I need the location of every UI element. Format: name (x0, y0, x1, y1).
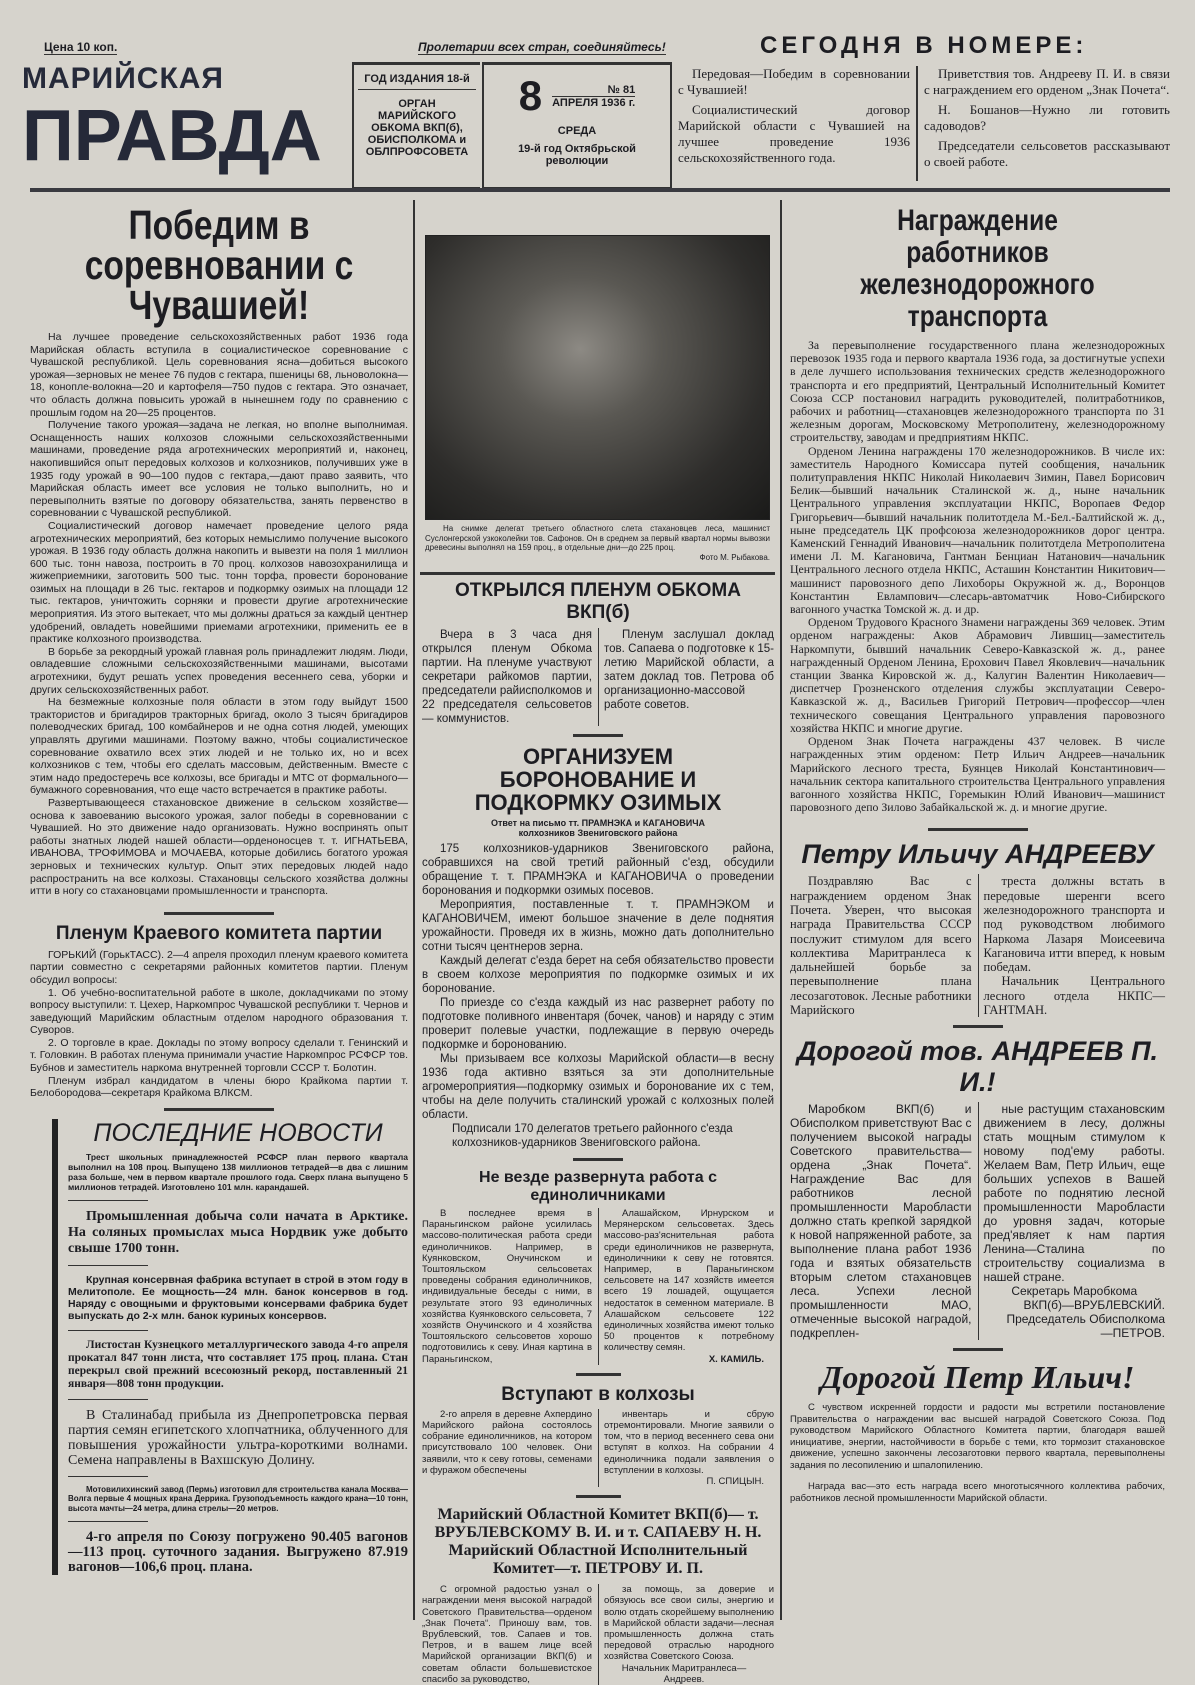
paragraph: С чувством искренней гордости и радости мы встретили постановление Правительства о награждении вас высшей наградой Советского Союза. Под руководством Марийского Областного Комитета партии, благодаря вашей инициативе, энергии, настойчивости в борьбе с теми, кто тормозит стахановское движение, успешно закончены лесозаготовки первого квартала, перевыполнены задания по лесопилению и шпалопилению. (790, 1402, 1165, 1471)
paragraph: ные растущим стахановским движением в лесу, должны стать мощным стимулом к новому под'ему работы. Желаем Вам, Петр Ильич, еще больших успехов в Вашей работе по поднятию лесной промышленности Маробласти до уровня задач, которые пред'являет к нам партия Ленина—Сталина по строительству социализма в нашей стране. (983, 1102, 1165, 1285)
paragraph: Награда вас—это есть награда всего многотысячного коллектива рабочих, работников лесной промышленности Марийской области. (790, 1481, 1165, 1504)
organ-line: МАРИЙСКОГО (377, 110, 457, 122)
today-item[interactable]: Передовая—Победим в соревновании с Чувашией! (678, 66, 910, 97)
signature: Подписали 170 делегатов третьего районного с'езда колхозников-ударников Звениговского района. (452, 1123, 733, 1149)
month-year: АПРЕЛЯ 1936 г. (552, 96, 636, 109)
signature: П. СПИЦЫН. (706, 1476, 764, 1488)
caption-text: На снимке делегат третьего областного слета стахановцев леса, машинист Суслонгерской узкоколейки тов. Сафонов. Он в среднем за первый квартал нормы вывозки древесины выполнял на 159 проц., в отдельные дни—до 225 проц. (425, 524, 770, 552)
edinolichniki-title: Не везде развернута работа с единоличниками (479, 1169, 717, 1204)
plenum-krai-title: Пленум Краевого комитета партии (55, 922, 383, 944)
signature: Х. КАМИЛЬ. (708, 1353, 764, 1365)
news-item: Промышленная добыча соли начата в Арктике. На соляных промыслах мыса Нордвик уже добыто свыше 1700 тонн. (68, 1208, 408, 1256)
paragraph: Пленум избрал кандидатом в члены бюро Крайкома партии т. Белобородова—секретаря Крайкома ВЛКСМ. (30, 1074, 408, 1100)
paragraph: ГОРЬКИЙ (ГорькТАСС). 2—4 апреля проходил пленум краевого комитета партии совместно с секретарями районных комитетов партии. Пленум обсудил вопросы: (30, 948, 408, 986)
paragraph: Орденом Трудового Красного Знамени награждены 369 человек. Этим орденом награждены: Аков Абрамович Лившиц—заместитель Наркомпути, бывший начальник Северо-Кавказской ж. д., ранее награжденный Орденом Ленина, Ерохович Павел Яковлевич—начальник станции Званка Кировской ж. д., Калугин Валентин Николаевич—диспетчер Грозненского отделения службы эксплуатации Северо-Кавказской ж. д., Васильев Григорий Петрович—профессор—член технического совещания Центрального управления паровозного хозяйства НКПС и многие другие. (790, 615, 1165, 735)
paragraph: за помощь, за доверие и обязуюсь все свои силы, энергию и волю отдать скорейшему выполнению в Марийской области задачи—лесная промышленность должна стать передовой отраслью народного хозяйства Советского Союза. (604, 1584, 774, 1663)
lead-paragraph: Социалистический договор намечает проведение целого ряда агротехнических мероприятий, без которых немыслимо получение высокого урожая. В 1936 году область должна накопить и вывезти на поля 1 миллион 600 тыс. тонн навоза, построить в 70 проц. колхозов навозохранилища и жижеприемники, заготовить 500 тыс. тонн торфа, провести боронование озимых на площади в 26 тыс. гектаров и подкормку озимых на площади 12 тыс. гектаров, уничтожить сорняки и провести другие агротехнические мероприятия. Из этого вытекает, что мы должны драться за каждый центнер удобрений, овладеть новейшими приемами агротехники, применить ее в практике колхозного производства. (30, 519, 408, 646)
lead-title: Победим в соревновании с Чувашией! (84, 202, 354, 328)
organ-line: ОБКОМА ВКП(б), (371, 122, 463, 134)
logo-main: ПРАВДА (22, 96, 322, 176)
signatures (984, 1284, 1166, 1340)
paragraph: Вчера в 3 часа дня открылся пленум Обкома партии. На пленуме участвуют секретари райкомов партии, председатели райисполкомов и 22 председателя сельсоветов — коммунистов. (422, 629, 592, 725)
news-item: Листостан Кузнецкого металлургического завода 4-го апреля прокатал 847 тонн листа, что составляет 175 проц. плана. Стан перекрыл свой прежний всесоюзный рекорд, поставленный 21 января—808 тонн продукции. (68, 1338, 408, 1390)
signature: Начальник Маритранлеса— Андреев. (621, 1662, 747, 1685)
photo-caption (425, 524, 770, 562)
today-title: СЕГОДНЯ В НОМЕРЕ: (760, 32, 1088, 59)
lead-article (30, 202, 408, 1576)
issue-number: № 81 (552, 84, 635, 97)
photo-credit: Фото М. Рыбакова. (699, 552, 770, 562)
plenum-obkom-title: ОТКРЫЛСЯ ПЛЕНУМ ОБКОМА ВКП(б) (455, 580, 741, 623)
paragraph: Пленум заслушал доклад тов. Сапаева о подготовке к 15-летию Марийской области, а затем доклад тов. Петрова об организационно-массовой работе советов. (604, 629, 774, 711)
weekday: СРЕДА (557, 125, 597, 137)
paragraph: Мероприятия, поставленные т. т. ПРАМНЭКОМ и КАГАНОВИЧЕМ, имеют большое значение в деле поднятия урожайности. Проведя их в жизнь, можно дать дополнительно сотни тысяч центнеров зерна. (422, 899, 774, 953)
latest-news-box (52, 1119, 408, 1576)
date-box (482, 62, 672, 190)
column-divider (780, 200, 782, 1620)
masthead-rule (30, 188, 1170, 192)
signature-line: Председатель Обисполкома (1006, 1312, 1165, 1327)
today-item[interactable]: Приветствия тов. Андрееву П. И. в связи с награждением его орденом „Знак Почета“. (924, 66, 1170, 97)
reply-title: Марийский Областной Комитет ВКП(б)— т. ВРУБЛЕВСКОМУ В. И. и т. САПАЕВУ Н. Н. Марийский Областной Исполнительный Комитет—т. ПЕТРОВУ И. П. (434, 1506, 762, 1578)
today-left (678, 66, 910, 170)
latest-news-title: ПОСЛЕДНИЕ НОВОСТИ (93, 1118, 383, 1147)
lead-paragraph: В борьбе за рекордный урожай главная роль принадлежит людям. Люди, овладевшие сложными сельскохозяйственными машинами, высотами агротехники, будут решать успех проведения весеннего сева, уборки и других сельскохозяйственных работ. (30, 645, 408, 696)
paragraph: 175 колхозников-ударников Звениговского района, собравшихся на свой третий районный с'езд, обсудили обращение т. т. ПРАМНЭКА и КАГАНОВИЧА о проведении боронования и подкормки озимых посевов. (422, 843, 774, 897)
organ-line: ОРГАН (398, 98, 436, 110)
lead-paragraph: Развертывающееся стахановское движение в сельском хозяйстве—основа к завоеванию высокого урожая, залог победы в соревновании с Чувашией. Но это движение надо организовать. Нужно воспринять опыт работы знатных людей нашей области—орденоносцев т. т. ИГНАТЬЕВА, ИВАНОВА, ТРОФИМОВА и МОЧАЕВА, которые добились богатого урожая зерновых и технических культур. Опыт этих передовых людей надо распространить на все колхозы. Стахановцы сельского хозяйства должны итти в ногу со стахановцами промышленности и транспорта. (30, 796, 408, 898)
middle-column (422, 580, 774, 1685)
paragraph: Алашайском, Ирнурском и Мерянерском сельсоветах. Здесь массово-раз'яснительная работа среди единоличников не развернута, единоличники к севу не готовятся. Например, в Параньгинском сельсовете на 147 хозяйств имеется всего 19 лошадей, ощущается недостаток в семенном материале. В Алашайском сельсовете 122 единоличных хозяйства имеют только 50 процентов к потребному количеству семян. (604, 1208, 774, 1354)
organ-line: ОБЛПРОФСОВЕТА (365, 146, 469, 158)
organ-box (352, 62, 480, 190)
paragraph: треста должны встать в передовые шеренги всего железнодорожного транспорта и под руководством любимого Наркома Лазаря Моисеевича Кагановича итти вперед, к новым победам. (983, 874, 1165, 975)
signature: Начальник Центрального лесного отдела НКПС—ГАНТМАН. (983, 974, 1165, 1017)
organ-line: ОБИСПОЛКОМА и (367, 134, 467, 146)
paragraph: 2-го апреля в деревне Ахпердино Марийского района состоялось собрание единоличников, на котором присутствовало 100 человек. Они заявили, что к севу готовы, семенами и фуражом обеспечены (422, 1408, 592, 1476)
paragraph: По приезде со с'езда каждый из нас развернет работу по подготовке поливного инвентаря (бочек, чанов) и наряду с этим проверит полевые участки, подлежащие в первую очередь подкормке и боронованию. (422, 997, 774, 1051)
paragraph: Каждый делегат с'езда берет на себя обязательство провести в своем колхозе мероприятия по подкормке озимых и их боронование. (422, 955, 774, 995)
logo-top: МАРИЙСКАЯ (22, 62, 224, 95)
slogan: Пролетарии всех стран, соединяйтесь! (418, 40, 666, 54)
paragraph: С огромной радостью узнал о награждении меня высокой наградой Советского Правительства—орденом „Знак Почета“. Приношу вам, тов. Врублевский, тов. Сапаев и тов. Петров, и в вашем лице всей Марийской организации ВКП(б) и советам области большевистское спасибо за руководство, (422, 1584, 592, 1685)
today-item[interactable]: Н. Бошанов—Нужно ли готовить садоводов? (924, 102, 1170, 133)
paragraph: Орденом Знак Почета награждены 437 человек. В числе награжденных этим орденом: Петр Ильич Андреев—начальник Марийского лесного треста, Буянцев Николай Константинович—начальник сектора капитального строительства Центрального управления вагонного хозяйства НКПС, Горемыкин Юлий Иванович—машинист паровозного депо Зилово Забайкальской ж. д. и многие другие. (790, 734, 1165, 815)
paragraph: инвентарь и сбрую отремонтировали. Многие заявили о том, что в период весеннего сева они вступят в колхоз. На собрании 4 единоличника подали заявления о вступлении в колхозы. (604, 1408, 774, 1476)
today-item[interactable]: Председатели сельсоветов рассказывают о своей работе. (924, 138, 1170, 169)
news-item: 4-го апреля по Союзу погружено 90.405 вагонов—113 проц. суточного задания. Выгружено 87.919 вагонов—106,6 проц. плана. (68, 1529, 408, 1576)
kolkhozy-title: Вступают в колхозы (501, 1383, 695, 1405)
signature-line: Секретарь Маробкома (1011, 1284, 1138, 1299)
signature-line: —ПЕТРОВ. (1100, 1326, 1165, 1341)
right-column (790, 205, 1165, 1504)
signature-line: ВКП(б)—ВРУБЛЕВСКИЙ. (1023, 1298, 1165, 1313)
news-item: Мотовилихинский завод (Пермь) изготовил для строительства канала Москва—Волга первые 4 мощных крана Деррика. Грузоподъемность каждого крана—10 тонн, высота мачты—24 метра, длина стрелы—20 метров. (68, 1484, 408, 1513)
logo (22, 62, 347, 176)
dorogoi-tov-title: Дорогой тов. АНДРЕЕВ П. И.! (796, 1036, 1159, 1098)
paragraph: Орденом Ленина награждены 170 железнодорожников. В числе их: заместитель Народного Комиссара путей сообщения, начальник политуправления НКПС Николай Николаевич Зимин, Павел Борисович Белик—бывший начальник Сталинской ж. д., ныне начальник Центрального управления эксплуатации НКПС, Воропаев Федор Григорьевич—бывший начальник политотдела М.-Бел.-Балтийской ж. д., ныне председатель ЦК профсоюза железнодорожников дорог центра. Каменский Геннадий Иванович—начальник политотдела Метрополитена имени Л. М. Кагановича, Гантман Бенциан Натанович—начальник Центрального лесного отдела НКПС, Асташин Константин Никитович—машинист паровозного депо Лихоборы Окружной ж. д., Воронцов Константин Евлампович—слесарь-автоматчик Ново-Сибирского вагонного участка Томской ж. д. и др. (790, 443, 1165, 617)
andreevu-title: Петру Ильичу АНДРЕЕВУ (801, 839, 1154, 870)
paragraph: За перевыполнение государственного плана железнодорожных перевозок 1935 года и первого квартала 1936 года, за достигнутые успехи в деле лучшего использования технических средств железнодорожного транспорта и его предприятий, Центральный Исполнительный Комитет Союза ССР постановил наградить руководителей, политработников, рабочих и работниц—стахановцев железнодорожного транспорта по 31 железным дорогам, Московскому Метрополитену, железнодорожному строительству, заводам и предприятиям НКПС. (790, 338, 1165, 445)
day: 8 (518, 72, 543, 119)
paragraph: Поздравляю Вас с награждением орденом Знак Почета. Уверен, что высокая награда Правительства СССР послужит стимулом для всего коллектива Маритранлеса к дальнейшей борьбе за перевыполнение плана лесозаготовок. Лесные работники Марийского (790, 874, 972, 1017)
era: 19-й год Октябрьской революции (518, 143, 636, 167)
boron-title: ОРГАНИЗУЕМ БОРОНОВАНИЕ И ПОДКОРМКУ ОЗИМЫХ (474, 744, 722, 815)
lead-paragraph: На безмежные колхозные поля области в этом году выйдут 1500 трактористов и бригадиров тракторных бригад, около 3 тысяч бригадиров полеводческих бригад, 100 комбайнеров и не одна сотня людей, умеющих управлять другими машинами. Поэтому важно, чтобы социалистическое соревнование охватило всех этих людей и не только их, но и всех колхозников с тем, чтобы его сделать массовым, действенным. Вместе с этим надо предостеречь все колхозы, все бригады и МТС от формального—бумажного соревнования, что еще часто встречается в практике работы. (30, 696, 408, 797)
today-right (924, 66, 1170, 174)
boron-subtitle: Ответ на письмо тт. ПРАМНЭКА и КАГАНОВИЧА колхозников Звениговского района (490, 818, 706, 838)
price: Цена 10 коп. (44, 40, 118, 54)
paragraph: 1. Об учебно-воспитательной работе в школе, докладчиками по этому вопросу выступили: т. Цехер, Наркомпрос Чувашской республики т. Чернов и заведующий Марийским областным отделом народного образования т. Суворов. (30, 986, 408, 1037)
news-item: Трест школьных принадлежностей РСФСР план первого квартала выполнил на 108 проц. Выпущено 138 миллионов тетрадей—в два с лишним раза больше, чем в первом квартале прошлого года. Сверх плана выпущено 5 миллионов тетрадей. Изготовлено 101 млн. карандашей. (68, 1151, 408, 1192)
paragraph: В последнее время в Параньгинском районе усилилась массово-политическая работа среди единоличников. Например, в Куянковском, Онучинском и Тоштояльском сельсоветах проведены собрания единоличников, индивидуальные беседы с ними, в результате этого 93 единоличных хозяйства Куянковского сельсовета, 7 хозяйств Онучинского и 4 хозяйства Тоштояльского сельсоветов хорошо подготовились к севу. Иная картина в Параньгинском, (422, 1208, 592, 1365)
rail-title: Награждение работников железнодорожного транспорта (860, 204, 1095, 333)
paragraph: 2. О торговле в крае. Доклады по этому вопросу сделали т. Генинский и т. Головкин. В работах пленума принимали участие Наркомпрос РСФСР тов. Бубнов и заместитель наркома внутренней торговли СССР т. Болотин. (30, 1036, 408, 1075)
photo-stakhanovite (425, 235, 770, 520)
paragraph: Мы призываем все колхозы Марийской области—в весну 1936 года активно взяться за эти дополнительные агромероприятия—подкормку озимых и боронование их с тем, чтобы на деле получить сталинский урожай с колхозных полей области. (422, 1053, 774, 1121)
lead-paragraph: На лучшее проведение сельскохозяйственных работ 1936 года Марийская область вступила в социалистическое соревнование с Чувашской республикой. Цель соревнования ясна—добиться высокого урожая—зерновых не менее 76 пудов с гектара, пшеницы 68, льноволокна—18, конопле-волокна—20 и картофеля—750 пудов с гектара. Это означает, что область должна повысить урожай в нынешнем году по сравнению с прошлым годом на 20—25 процентов. (30, 331, 408, 419)
dorogoi-petr-title: Дорогой Петр Ильич! (820, 1359, 1135, 1396)
today-item[interactable]: Социалистический договор Марийской области с Чувашией на лучшее проведение 1936 сельскохозяйственного года. (678, 102, 910, 165)
news-item: В Сталинабад прибыла из Днепропетровска первая партия семян египетского хлопчатника, облученного для повышения урожайности ультра-короткими волнами. Семена направлены в Вахшскую Долину. (68, 1407, 408, 1468)
column-divider (413, 200, 415, 1620)
year-line: ГОД ИЗДАНИЯ 18-й (358, 73, 476, 90)
news-item: Крупная консервная фабрика вступает в строй в этом году в Мелитополе. Ее мощность—24 млн. банок консервов в год. Наряду с овощными и фруктовыми консервами фабрика будет выпускать до 2-х млн. банок куриных консервов. (68, 1273, 408, 1322)
lead-paragraph: Получение такого урожая—задача не легкая, но вполне выполнимая. Оснащенность наших колхозов сложными сельскохозяйственными машинами, проведение ряда агротехнических мероприятий и, наконец, накопившийся опыт передовых колхозов и колхозников, получивших уже в 1935 году урожай в 90—100 пудов с гектара,—дают право заявить, что Марийская область имеет все условия не только выполнить, но и перевыполнить взятые по договору обязательства, занять первенство в соревновании с Чувашской республикой. (30, 419, 408, 520)
paragraph: Маробком ВКП(б) и Обисполком приветствуют Вас с получением высокой награды Советского правительства—ордена „Знак Почета“. Награждение Вас для работников лесной промышленности Маробласти должно стать крепкой зарядкой к новой напряженной работе, за выполнение плана работ 1936 года и взятых обязательств вторым слетом стахановцев леса. Успехи лесной промышленности МАО, отмеченные высокой наградой, подкреплен- (790, 1102, 972, 1341)
